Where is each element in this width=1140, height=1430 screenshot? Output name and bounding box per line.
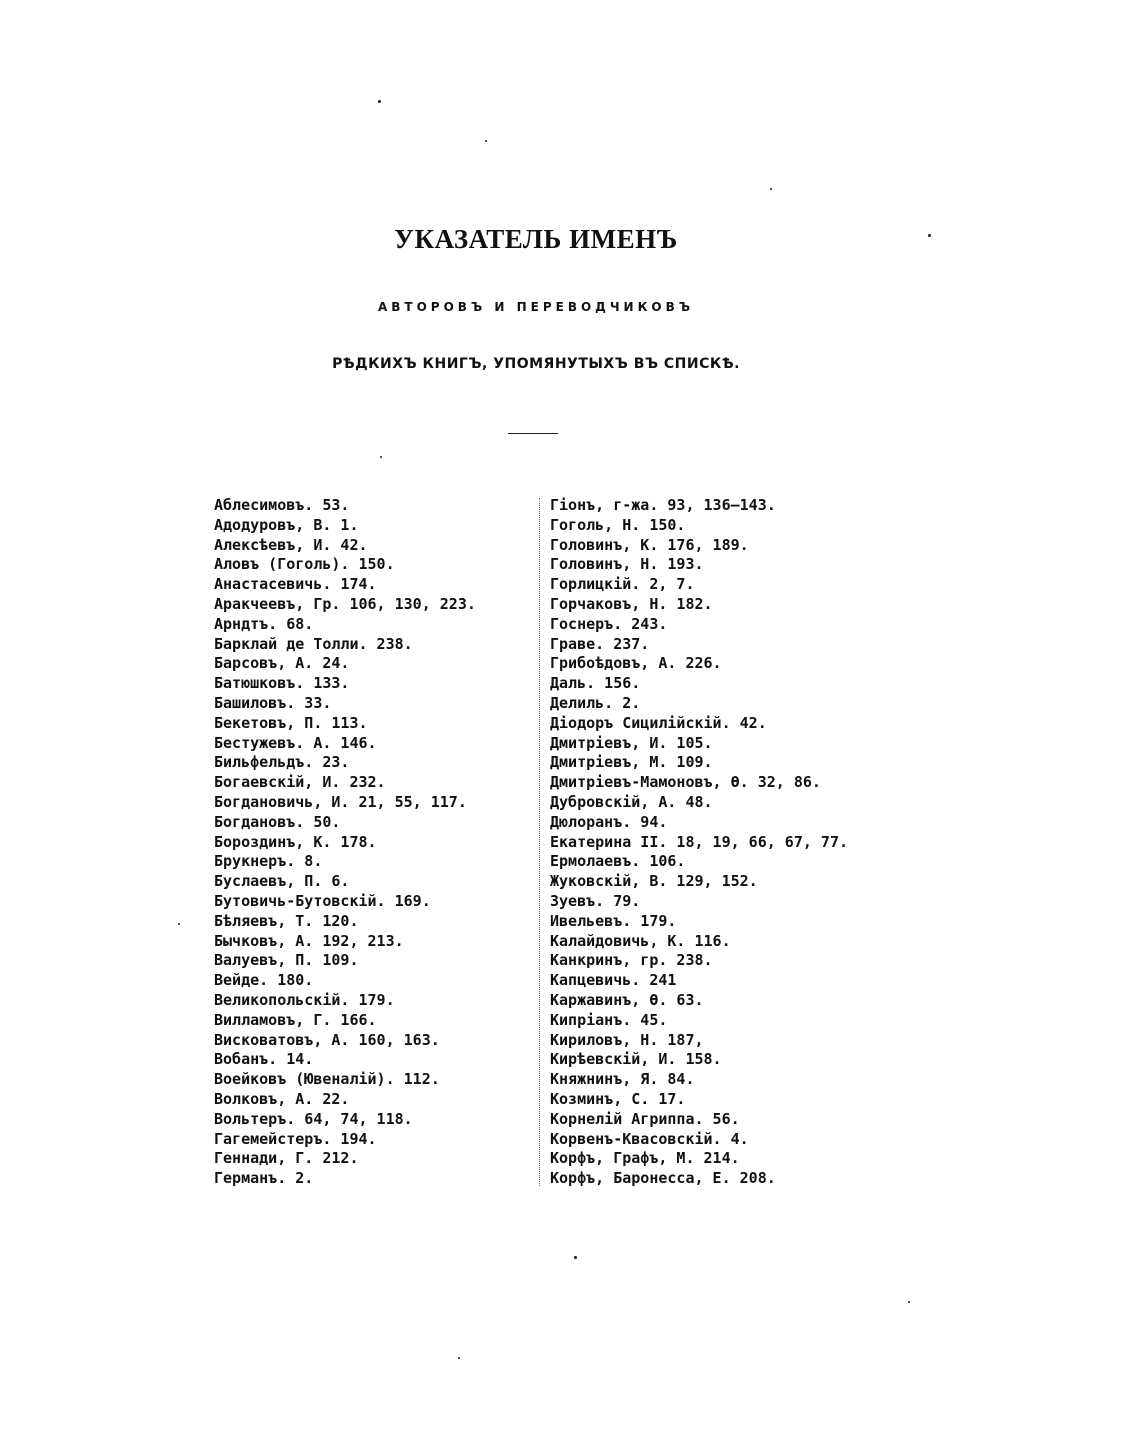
- index-entry: Воейковъ (Ювеналій). 112.: [214, 1070, 440, 1089]
- index-entry: Бильфельдъ. 23.: [214, 753, 350, 772]
- scan-speck: [770, 188, 772, 190]
- index-entry: Вилламовъ, Г. 166.: [214, 1010, 377, 1029]
- index-entry: Башиловъ. 33.: [214, 693, 332, 712]
- index-entry: Калайдовичь, К. 116.: [550, 931, 731, 950]
- index-entry: Козминъ, С. 17.: [550, 1089, 686, 1108]
- index-entry: Богдановичь, И. 21, 55, 117.: [214, 792, 467, 811]
- index-column-right: [550, 496, 848, 1189]
- index-entry: Капцевичь. 241: [550, 971, 677, 990]
- index-entry: Вольтеръ. 64, 74, 118.: [214, 1109, 413, 1128]
- index-entry: Бѣляевъ, Т. 120.: [214, 911, 359, 930]
- scan-speck: [380, 456, 382, 458]
- index-entry: Анастасевичь. 174.: [214, 575, 377, 594]
- index-entry: Аблесимовъ. 53.: [214, 496, 350, 514]
- scan-speck: [458, 1357, 460, 1359]
- index-entry: Корвенъ-Квасовскій. 4.: [550, 1129, 749, 1148]
- index-entry: Головинъ, Н. 193.: [550, 555, 704, 574]
- index-entry: Гіонъ, г-жа. 93, 136—143.: [550, 496, 776, 514]
- index-entry: Делиль. 2.: [550, 693, 641, 712]
- index-entry: Даль. 156.: [550, 674, 641, 693]
- page-subtitle: АВТОРОВЪ И ПЕРЕВОДЧИКОВЪ: [377, 300, 695, 314]
- index-entry: Екатерина II. 18, 19, 66, 67, 77.: [550, 832, 849, 851]
- index-entry: Гагемейстеръ. 194.: [214, 1129, 377, 1148]
- index-entry: Горлицкій. 2, 7.: [550, 575, 695, 594]
- index-entry: Дмитріевъ-Мамоновъ, Ѳ. 32, 86.: [550, 773, 821, 792]
- index-entry: Кипріанъ. 45.: [550, 1010, 668, 1029]
- index-entry: Батюшковъ. 133.: [214, 674, 350, 693]
- index-entry: Дмитріевъ, И. 105.: [550, 733, 713, 752]
- page-title: УКАЗАТЕЛЬ ИМЕНЪ: [394, 224, 678, 254]
- scan-speck: [928, 234, 931, 237]
- index-column-left: [214, 496, 476, 1189]
- index-entry: Великопольскій. 179.: [214, 990, 395, 1009]
- index-entry: Госнеръ. 243.: [550, 614, 668, 633]
- index-entry: Каржавинъ, Ѳ. 63.: [550, 990, 704, 1009]
- index-entry: Аракчеевъ, Гр. 106, 130, 223.: [214, 594, 476, 613]
- index-entry: Кириловъ, Н. 187,: [550, 1030, 704, 1049]
- index-entry: Бекетовъ, П. 113.: [214, 713, 368, 732]
- index-entry: Аловъ (Гоголь). 150.: [214, 555, 395, 574]
- index-entry: Вейде. 180.: [214, 971, 314, 990]
- index-entry: Горчаковъ, Н. 182.: [550, 594, 713, 613]
- index-entry: Адодуровъ, В. 1.: [214, 515, 359, 534]
- scan-speck: [574, 1256, 577, 1259]
- index-entry: Висковатовъ, А. 160, 163.: [214, 1030, 440, 1049]
- index-entry: Богдановъ. 50.: [214, 812, 341, 831]
- index-entry: Ермолаевъ. 106.: [550, 852, 686, 871]
- index-entry: Корфъ, Баронесса, Е. 208.: [550, 1169, 776, 1188]
- index-entry: Волковъ, А. 22.: [214, 1089, 350, 1108]
- scan-speck: [178, 923, 180, 925]
- index-entry: Барсовъ, А. 24.: [214, 654, 350, 673]
- index-entry: Бестужевъ. А. 146.: [214, 733, 377, 752]
- index-entry: Граве. 237.: [550, 634, 650, 653]
- index-entry: Геннади, Г. 212.: [214, 1149, 359, 1168]
- index-entry: Дмитріевъ, М. 109.: [550, 753, 713, 772]
- index-entry: Дубровскій, А. 48.: [550, 792, 713, 811]
- index-entry: Ивельевъ. 179.: [550, 911, 677, 930]
- title-divider: [508, 433, 558, 434]
- index-entry: Богаевскій, И. 232.: [214, 773, 386, 792]
- index-entry: Вобанъ. 14.: [214, 1050, 314, 1069]
- index-entry: Барклай де Толли. 238.: [214, 634, 413, 653]
- index-entry: Алексѣевъ, И. 42.: [214, 535, 368, 554]
- index-entry: Германъ. 2.: [214, 1169, 314, 1188]
- index-entry: Гоголь, Н. 150.: [550, 515, 686, 534]
- index-entry: Бутовичь-Бутовскій. 169.: [214, 891, 431, 910]
- index-entry: Грибоѣдовъ, А. 226.: [550, 654, 722, 673]
- index-entry: Княжнинъ, Я. 84.: [550, 1070, 695, 1089]
- index-entry: Бычковъ, А. 192, 213.: [214, 931, 404, 950]
- index-entry: Бороздинъ, К. 178.: [214, 832, 377, 851]
- index-entry: Зуевъ. 79.: [550, 891, 641, 910]
- index-entry: Головинъ, К. 176, 189.: [550, 535, 749, 554]
- scan-speck: [485, 140, 487, 142]
- page-subtitle-secondary: РѢДКИХЪ КНИГЪ, УПОМЯНУТЫХЪ ВЪ СПИСКѢ.: [332, 356, 740, 372]
- index-entry: Буслаевъ, П. 6.: [214, 872, 350, 891]
- index-entry: Брукнеръ. 8.: [214, 852, 323, 871]
- scan-speck: [378, 100, 381, 103]
- index-entry: Арндтъ. 68.: [214, 614, 314, 633]
- column-divider: [539, 498, 540, 1186]
- index-entry: Канкринъ, гр. 238.: [550, 951, 713, 970]
- index-entry: Жуковскій, В. 129, 152.: [550, 872, 758, 891]
- index-entry: Кирѣевскій, И. 158.: [550, 1050, 722, 1069]
- index-entry: Валуевъ, П. 109.: [214, 951, 359, 970]
- index-entry: Корфъ, Графъ, М. 214.: [550, 1149, 740, 1168]
- index-entry: Корнелій Агриппа. 56.: [550, 1109, 740, 1128]
- index-entry: Діодоръ Сицилійскій. 42.: [550, 713, 767, 732]
- index-entry: Дюлоранъ. 94.: [550, 812, 668, 831]
- scan-speck: [908, 1301, 910, 1303]
